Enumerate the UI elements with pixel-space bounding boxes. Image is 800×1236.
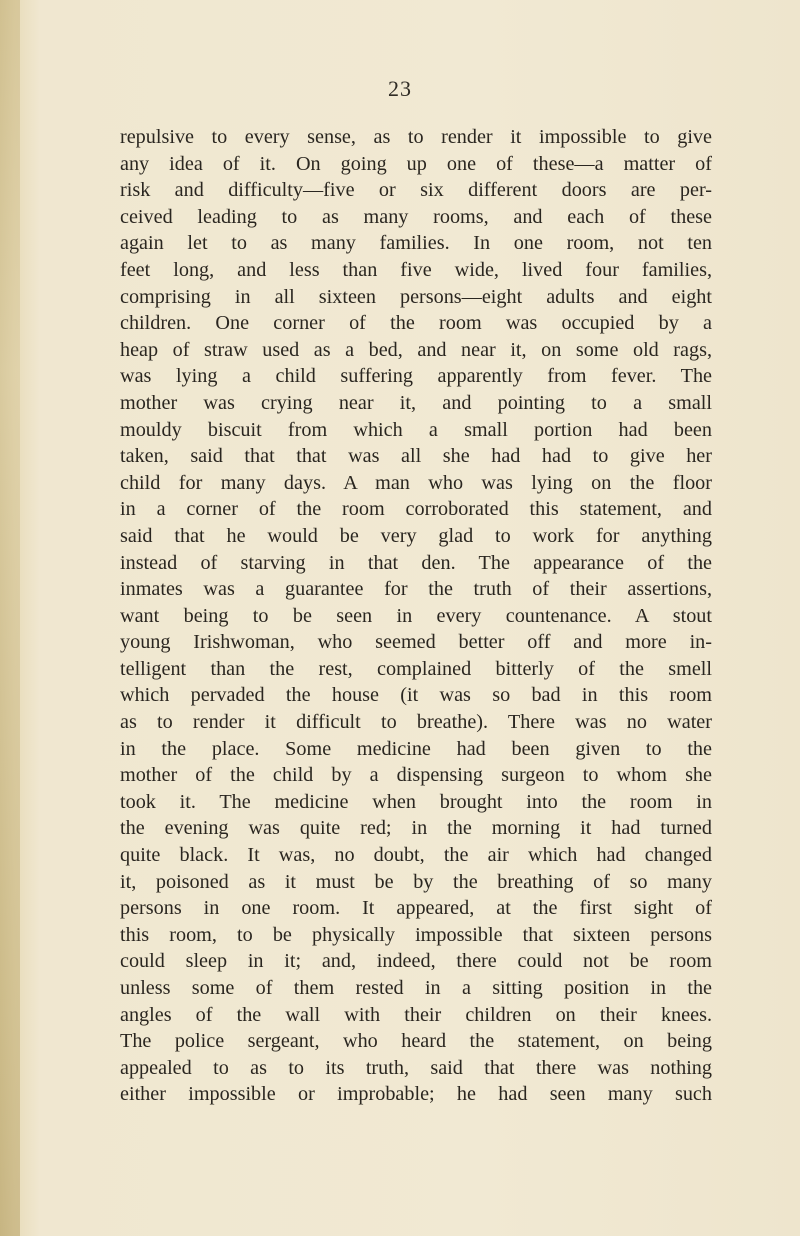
text-line: said that he would be very glad to work for anything xyxy=(120,524,712,547)
text-line: heap of straw used as a bed, and near it, on some old rags, xyxy=(120,338,712,361)
text-line: either impossible or improbable; he had seen many such xyxy=(120,1083,712,1106)
text-line: mother of the child by a dispensing surgeon to whom she xyxy=(120,764,712,787)
text-line: mouldy biscuit from which a small portion had been xyxy=(120,418,712,441)
text-line: took it. The medicine when brought into the room in xyxy=(120,790,712,813)
text-line: feet long, and less than five wide, lived four families, xyxy=(120,258,712,281)
text-line: in a corner of the room corroborated this statement, and xyxy=(120,498,712,521)
text-line: in the place. Some medicine had been given to the xyxy=(120,737,712,760)
text-line: angles of the wall with their children on their knees. xyxy=(120,1003,712,1026)
text-line: repulsive to every sense, as to render it impossible to give xyxy=(120,126,712,148)
text-line: inmates was a guarantee for the truth of their assertions, xyxy=(120,578,712,601)
text-line: instead of starving in that den. The appearance of the xyxy=(120,551,712,574)
text-line: the evening was quite red; in the morning it had turned xyxy=(120,817,712,840)
page-binding-edge xyxy=(0,0,20,1236)
page-number: 23 xyxy=(388,76,412,101)
text-line: children. One corner of the room was occupied by a xyxy=(120,312,712,335)
text-line: could sleep in it; and, indeed, there could not be room xyxy=(120,950,712,973)
text-line: young Irishwoman, who seemed better off and more in- xyxy=(120,631,712,654)
text-line: quite black. It was, no doubt, the air which had changed xyxy=(120,844,712,867)
text-line: telligent than the rest, complained bitterly of the smell xyxy=(120,657,712,680)
body-text xyxy=(120,124,712,1108)
text-line: taken, said that that was all she had had to give her xyxy=(120,445,712,468)
text-line: it, poisoned as it must be by the breathing of so many xyxy=(120,870,712,893)
text-line: again let to as many families. In one room, not ten xyxy=(120,232,712,255)
text-line: want being to be seen in every countenance. A stout xyxy=(120,604,712,627)
text-line: this room, to be physically impossible that sixteen persons xyxy=(120,923,712,946)
text-line: unless some of them rested in a sitting position in the xyxy=(120,977,712,999)
text-line: which pervaded the house (it was so bad in this room xyxy=(120,684,712,707)
text-line: persons in one room. It appeared, at the first sight of xyxy=(120,897,712,920)
text-line: child for many days. A man who was lying on the floor xyxy=(120,471,712,494)
text-line: ceived leading to as many rooms, and each of these xyxy=(120,205,712,228)
text-line: as to render it difficult to breathe). There was no water xyxy=(120,711,712,734)
text-line: The police sergeant, who heard the statement, on being xyxy=(120,1030,712,1053)
text-line: appealed to as to its truth, said that there was nothing xyxy=(120,1056,712,1079)
text-line: any idea of it. On going up one of these—a matter of xyxy=(120,152,712,175)
text-line: risk and difficulty—five or six different doors are per- xyxy=(120,179,712,202)
text-line: was lying a child suffering apparently from fever. The xyxy=(120,365,712,388)
text-line: mother was crying near it, and pointing to a small xyxy=(120,391,712,414)
text-line: comprising in all sixteen persons—eight adults and eight xyxy=(120,285,712,308)
